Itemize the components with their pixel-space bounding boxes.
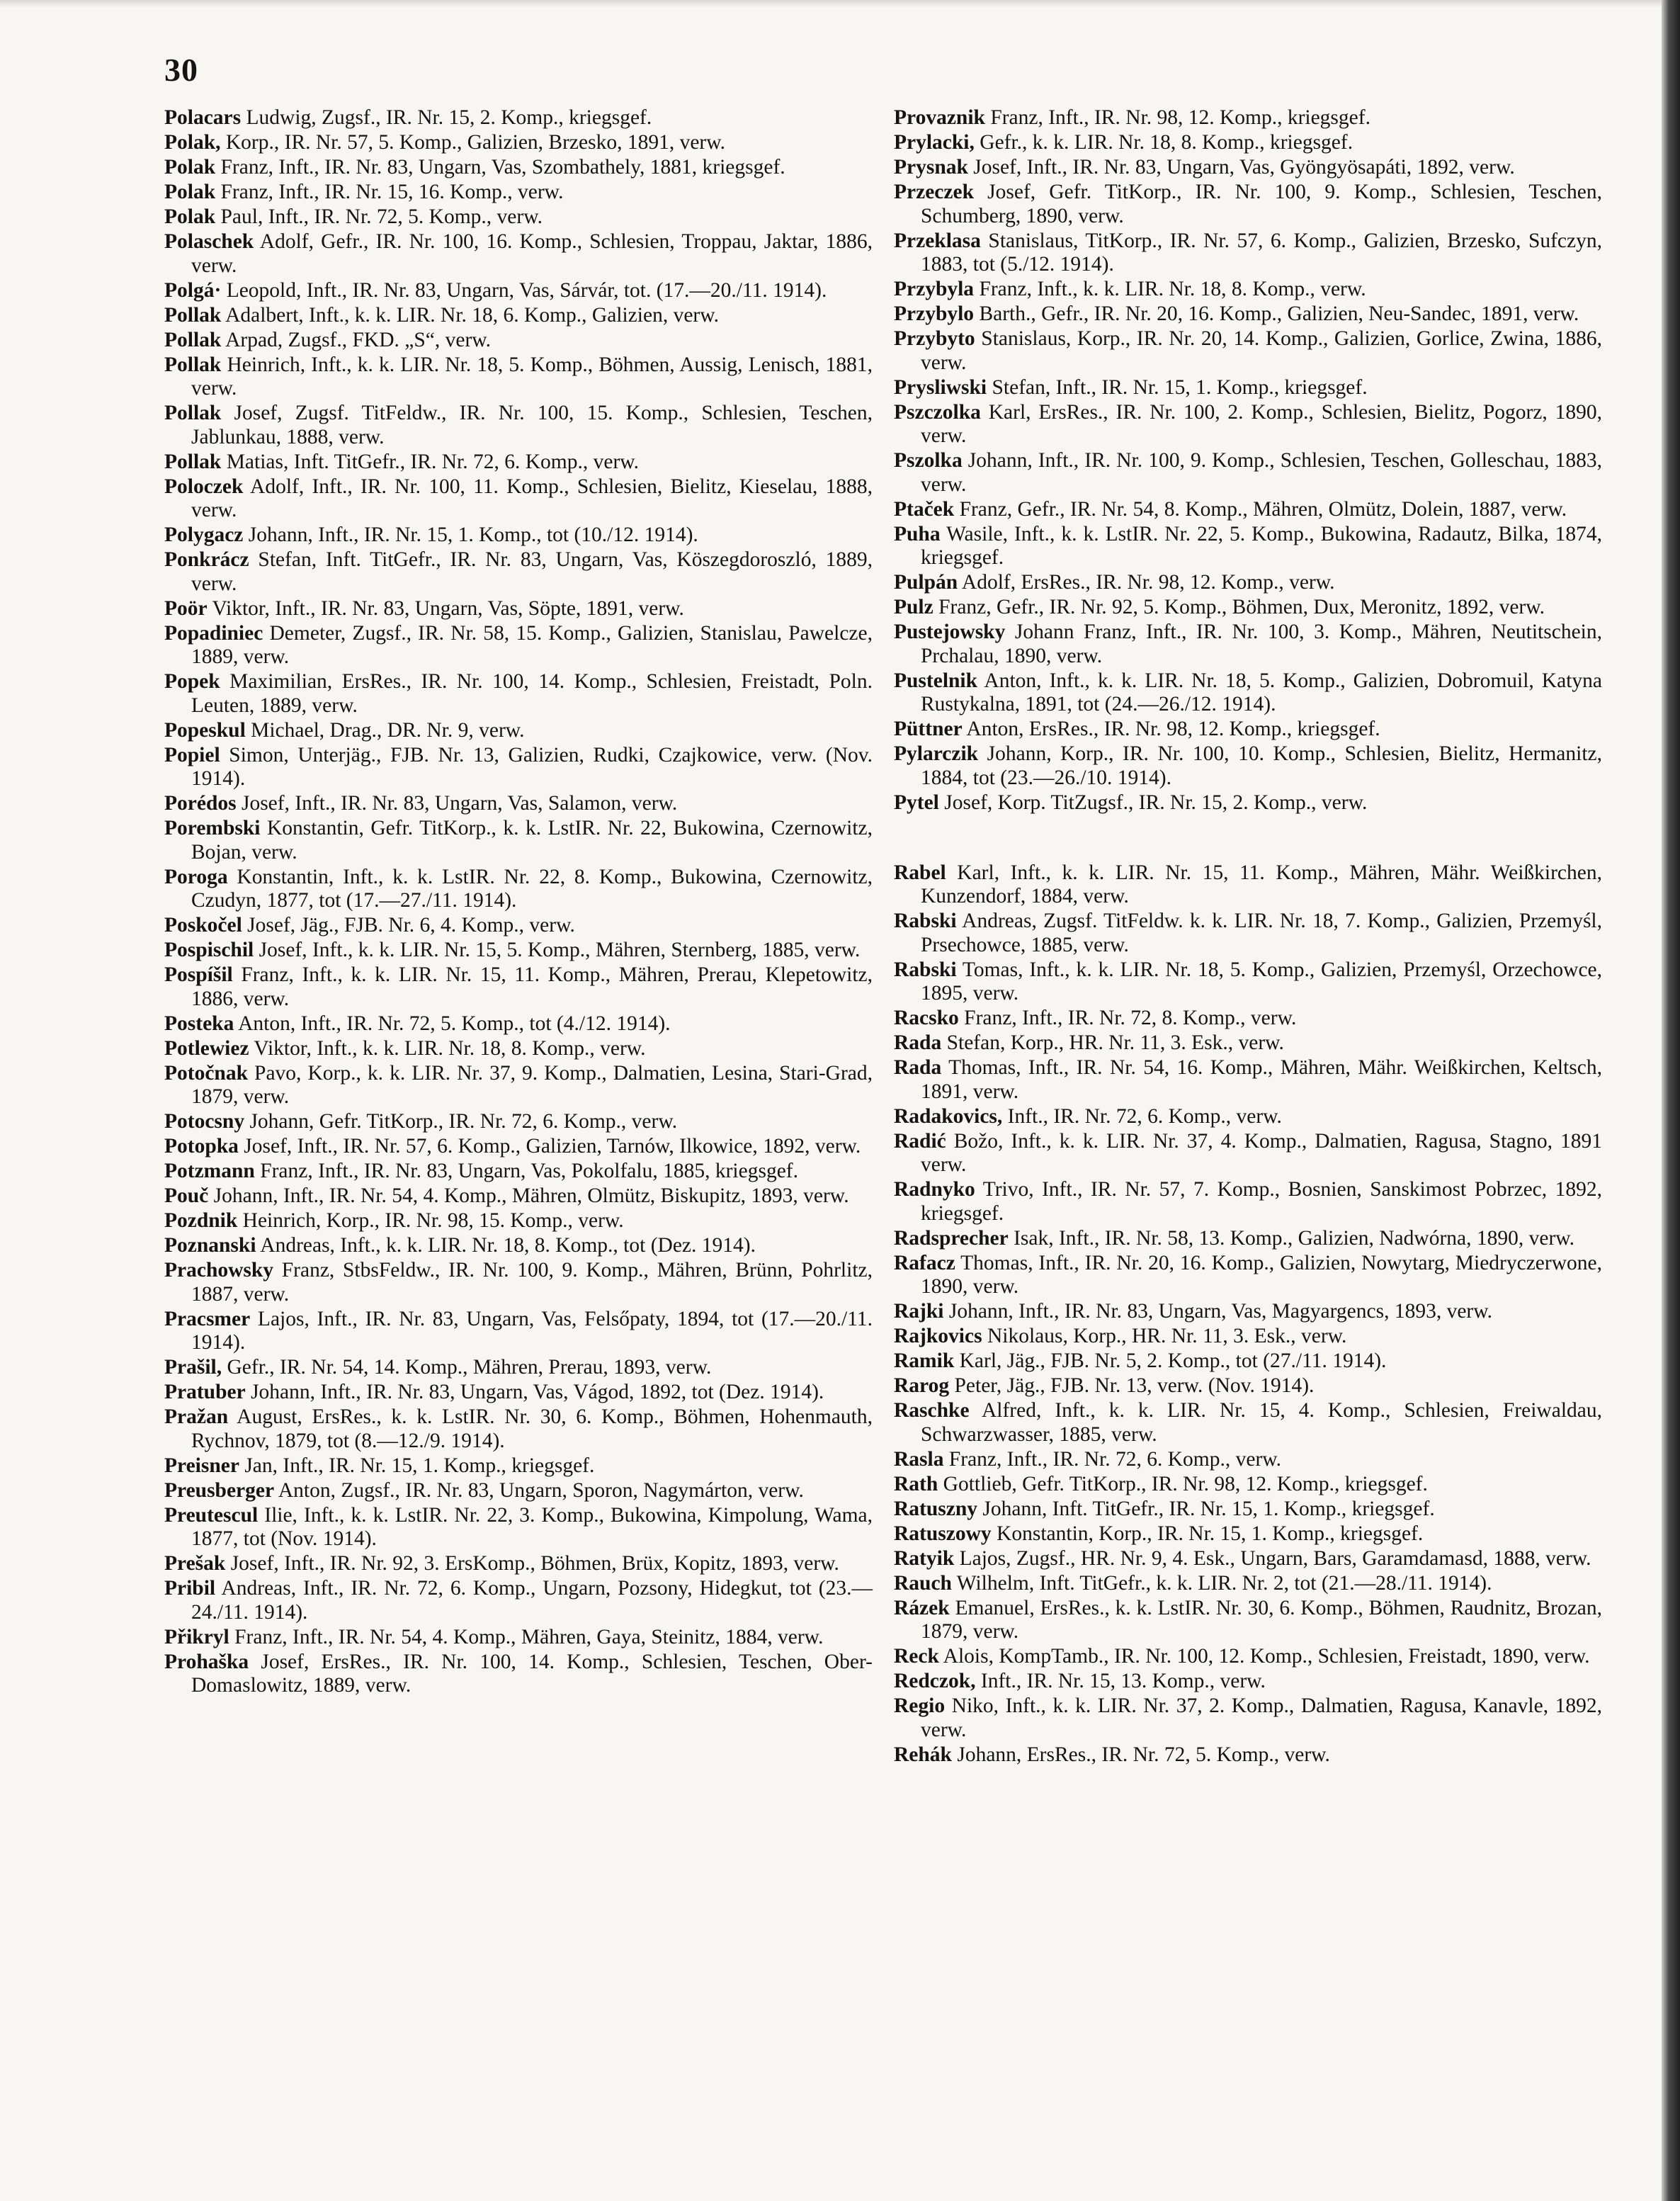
entry-details: Franz, Inft., IR. Nr. 83, Ungarn, Vas, Pokolfalu, 1885, kriegsgef. (254, 1160, 798, 1182)
entry-surname: Prysnak (894, 156, 968, 179)
entry-details: Nikolaus, Korp., HR. Nr. 11, 3. Esk., verw. (982, 1325, 1347, 1347)
casualty-entry (894, 1105, 1602, 1129)
entry-details: Michael, Drag., DR. Nr. 9, verw. (245, 718, 525, 742)
casualty-entry (164, 106, 873, 130)
casualty-entry (894, 1031, 1602, 1056)
entry-details: Alois, KompTamb., IR. Nr. 100, 12. Komp., Schlesien, Freistadt, 1890, verw. (938, 1645, 1590, 1668)
entry-surname: Prešak (164, 1552, 226, 1575)
entry-surname: Rarog (894, 1374, 950, 1397)
casualty-entry (164, 1184, 873, 1209)
casualty-entry (164, 1626, 873, 1650)
entry-details: Johann, Gefr. TitKorp., IR. Nr. 72, 6. Komp., verw. (244, 1110, 678, 1133)
entry-details: Anton, Zugsf., IR. Nr. 83, Ungarn, Sporon, Nagymárton, verw. (274, 1478, 804, 1502)
entry-surname: Polak (164, 205, 216, 228)
casualty-entry (164, 451, 873, 475)
entry-surname: Polgá· (164, 278, 222, 302)
entry-surname: Ponkrácz (164, 548, 249, 571)
entry-surname: Pulpán (894, 571, 958, 594)
entry-details: Matias, Inft. TitGefr., IR. Nr. 72, 6. Komp., verw. (221, 450, 640, 473)
casualty-entry (894, 302, 1602, 327)
right-column-p-entries (894, 106, 1602, 815)
entry-details: Karl, ErsRes., IR. Nr. 100, 2. Komp., Schlesien, Bielitz, Pogorz, 1890, verw. (921, 400, 1602, 447)
entry-details: Franz, Gefr., IR. Nr. 54, 8. Komp., Mähren, Olmütz, Dolein, 1887, verw. (954, 497, 1567, 521)
entry-details: Gefr., IR. Nr. 54, 14. Komp., Mähren, Prerau, 1893, verw. (222, 1356, 712, 1379)
entry-surname: Polak (164, 181, 216, 203)
entry-surname: Raschke (894, 1399, 970, 1422)
entry-details: Stefan, Inft., IR. Nr. 15, 1. Komp., kriegsgef. (987, 375, 1368, 399)
casualty-entry (894, 1178, 1602, 1226)
entry-details: Franz, Inft., IR. Nr. 72, 8. Komp., verw. (958, 1007, 1297, 1029)
entry-details: Niko, Inft., k. k. LIR. Nr. 37, 2. Komp., Dalmatien, Ragusa, Kanavle, 1892, verw. (921, 1694, 1602, 1741)
entry-details: Paul, Inft., IR. Nr. 72, 5. Komp., verw. (215, 205, 543, 228)
entry-surname: Przeczek (894, 181, 974, 203)
casualty-entry (164, 963, 873, 1011)
casualty-entry (894, 1547, 1602, 1571)
entry-details: Josef, Inft., IR. Nr. 57, 6. Komp., Galizien, Tarnów, Ilkowice, 1892, verw. (238, 1135, 861, 1158)
entry-surname: Pollak (164, 303, 222, 327)
entry-details: Thomas, Inft., IR. Nr. 54, 16. Komp., Mähren, Mähr. Weißkirchen, Keltsch, 1891, verw. (921, 1056, 1602, 1103)
casualty-entry (164, 1012, 873, 1036)
entry-details: Adolf, Inft., IR. Nr. 100, 11. Komp., Schlesien, Bielitz, Kieselau, 1888, verw. (191, 475, 873, 521)
entry-details: Arpad, Zugsf., FKD. „S“, verw. (221, 328, 492, 351)
casualty-entry (164, 914, 873, 938)
entry-details: Josef, Inft., k. k. LIR. Nr. 15, 5. Komp., Mähren, Sternberg, 1885, verw. (254, 939, 861, 961)
entry-surname: Poskočel (164, 914, 242, 937)
entry-details: Andreas, Inft., k. k. LIR. Nr. 18, 8. Komp., tot (Dez. 1914). (256, 1234, 756, 1257)
casualty-entry (894, 571, 1602, 595)
entry-surname: Popadiniec (164, 621, 263, 645)
scan-top-edge (0, 0, 1680, 7)
entry-details: Demeter, Zugsf., IR. Nr. 58, 15. Komp., Galizien, Stanislau, Pawelcze, 1889, verw. (191, 621, 873, 668)
entry-details: Franz, Inft., k. k. LIR. Nr. 15, 11. Komp., Mähren, Prerau, Klepetowitz, 1886, verw. (191, 963, 873, 1010)
entry-surname: Ramik (894, 1350, 955, 1372)
entry-surname: Prysliwski (894, 375, 987, 399)
casualty-entry (894, 230, 1602, 277)
entry-details: Viktor, Inft., IR. Nr. 83, Ungarn, Vas, Söpte, 1891, verw. (207, 596, 684, 620)
entry-surname: Pospischil (164, 939, 254, 961)
entry-surname: Ratyik (894, 1546, 955, 1570)
right-column (894, 106, 1602, 1768)
entry-surname: Ptaček (894, 497, 955, 521)
entry-details: Heinrich, Korp., IR. Nr. 98, 15. Komp., verw. (237, 1209, 624, 1232)
entry-details: Stanislaus, TitKorp., IR. Nr. 57, 6. Komp., Galizien, Brzesko, Sufczyn, 1883, tot (5./12. 1914). (921, 229, 1602, 276)
casualty-entry (164, 1160, 873, 1184)
entry-surname: Radsprecher (894, 1226, 1009, 1250)
entry-surname: Potzmann (164, 1160, 255, 1182)
casualty-entry (894, 156, 1602, 180)
casualty-entry (894, 131, 1602, 155)
entry-details: Ilie, Inft., k. k. LstIR. Nr. 22, 3. Komp., Bukowina, Kimpolung, Wama, 1877, tot (Nov. 1914). (191, 1503, 873, 1550)
casualty-entry (164, 279, 873, 303)
entry-surname: Prylacki, (894, 131, 975, 154)
entry-details: Isak, Inft., IR. Nr. 58, 13. Komp., Galizien, Nadwórna, 1890, verw. (1008, 1226, 1575, 1250)
entry-details: Johann, ErsRes., IR. Nr. 72, 5. Komp., verw. (951, 1743, 1330, 1766)
casualty-entry (894, 498, 1602, 522)
entry-details: Franz, Inft., IR. Nr. 72, 6. Komp., verw. (943, 1447, 1282, 1471)
casualty-entry (164, 1356, 873, 1380)
casualty-entry (894, 401, 1602, 448)
entry-details: Trivo, Inft., IR. Nr. 57, 7. Komp., Bosnien, Sanskimost Pobrzec, 1892, kriegsgef. (921, 1178, 1602, 1225)
entry-surname: Rabski (894, 958, 957, 981)
entry-surname: Rada (894, 1056, 942, 1079)
casualty-entry (164, 304, 873, 328)
entry-surname: Preutescul (164, 1503, 259, 1527)
entry-surname: Przybyla (894, 278, 975, 300)
entry-details: Johann, Inft. TitGefr., IR. Nr. 15, 1. Komp., kriegsgef. (977, 1497, 1435, 1520)
casualty-entry (164, 1209, 873, 1233)
scan-right-edge (1662, 0, 1680, 2201)
entry-surname: Rath (894, 1472, 938, 1495)
entry-details: Franz, Inft., IR. Nr. 54, 4. Komp., Mähren, Gaya, Steinitz, 1884, verw. (229, 1625, 824, 1648)
casualty-entry (894, 1670, 1602, 1694)
entry-surname: Poznanski (164, 1234, 256, 1257)
casualty-entry (164, 329, 873, 353)
casualty-entry (894, 106, 1602, 130)
casualty-entry (894, 1252, 1602, 1299)
entry-surname: Pylarczik (894, 742, 979, 765)
casualty-entry (894, 596, 1602, 620)
entry-surname: Posteka (164, 1012, 234, 1035)
entry-surname: Pollak (164, 402, 222, 424)
casualty-entry (164, 230, 873, 278)
entry-details: Anton, Inft., IR. Nr. 72, 5. Komp., tot (4./12. 1914). (234, 1012, 671, 1035)
entry-surname: Polak (164, 156, 216, 179)
entry-details: Johann, Inft., IR. Nr. 100, 9. Komp., Schlesien, Teschen, Golleschau, 1883, verw. (921, 449, 1602, 496)
entry-details: Konstantin, Korp., IR. Nr. 15, 1. Komp., kriegsgef. (991, 1522, 1424, 1545)
entry-surname: Přikryl (164, 1625, 229, 1648)
entry-details: Thomas, Inft., IR. Nr. 20, 16. Komp., Galizien, Nowytarg, Miedryczerwone, 1890, verw. (921, 1251, 1602, 1298)
casualty-entry (894, 327, 1602, 375)
casualty-entry (894, 376, 1602, 400)
entry-surname: Puha (894, 522, 941, 545)
entry-details: Inft., IR. Nr. 15, 13. Komp., verw. (975, 1670, 1266, 1692)
entry-details: Konstantin, Inft., k. k. LstIR. Nr. 22, 8. Komp., Bukowina, Czernowitz, Czudyn, 1877, tot (17.—27./11. 1914). (191, 865, 873, 912)
casualty-entry (894, 1227, 1602, 1251)
entry-surname: Prohaška (164, 1650, 249, 1673)
entry-surname: Rajki (894, 1300, 944, 1323)
entry-details: Stefan, Korp., HR. Nr. 11, 3. Esk., verw. (941, 1031, 1284, 1054)
casualty-entry (894, 742, 1602, 790)
entry-surname: Polaschek (164, 230, 254, 253)
entry-details: Gefr., k. k. LIR. Nr. 18, 8. Komp., kriegsgef. (974, 131, 1353, 154)
entry-surname: Pollak (164, 450, 222, 473)
entry-surname: Reck (894, 1645, 939, 1668)
casualty-entry (164, 475, 873, 523)
entry-details: Tomas, Inft., k. k. LIR. Nr. 18, 5. Komp., Galizien, Przemyśl, Orzechowce, 1895, verw. (921, 958, 1602, 1005)
entry-details: Gottlieb, Gefr. TitKorp., IR. Nr. 98, 12. Komp., kriegsgef. (938, 1472, 1428, 1495)
entry-details: Anton, Inft., k. k. LIR. Nr. 18, 5. Komp., Galizien, Dobromuil, Katyna Rustykalna, 1891, tot (24.—26./12. 1914). (921, 669, 1602, 715)
entry-surname: Polacars (164, 106, 242, 129)
entry-surname: Prachowsky (164, 1259, 274, 1281)
entry-details: Anton, ErsRes., IR. Nr. 98, 12. Komp., kriegsgef. (962, 718, 1380, 740)
casualty-entry (894, 1300, 1602, 1324)
casualty-entry (894, 1522, 1602, 1546)
casualty-entry (164, 1037, 873, 1061)
casualty-entry (164, 156, 873, 180)
entry-surname: Radnyko (894, 1178, 975, 1201)
entry-details: Jan, Inft., IR. Nr. 15, 1. Komp., kriegsgef. (239, 1454, 595, 1477)
entry-surname: Rázek (894, 1596, 950, 1619)
casualty-entry (894, 181, 1602, 228)
casualty-entry (894, 1056, 1602, 1104)
entry-surname: Potočnak (164, 1061, 248, 1085)
entry-details: Peter, Jäg., FJB. Nr. 13, verw. (Nov. 1914). (949, 1374, 1315, 1397)
entry-surname: Püttner (894, 718, 963, 740)
entry-surname: Pollak (164, 328, 222, 351)
entry-details: Adolf, ErsRes., IR. Nr. 98, 12. Komp., verw. (958, 571, 1335, 594)
section-gap (894, 816, 1602, 861)
casualty-entry (894, 621, 1602, 668)
entry-surname: Pouč (164, 1184, 209, 1207)
entry-surname: Pulz (894, 596, 933, 618)
casualty-entry (164, 1062, 873, 1109)
entry-surname: Przybyto (894, 327, 975, 350)
entry-details: Viktor, Inft., k. k. LIR. Nr. 18, 8. Komp., verw. (249, 1036, 646, 1060)
entry-surname: Potocsny (164, 1110, 245, 1133)
casualty-entry (894, 669, 1602, 717)
entry-surname: Pollak (164, 353, 222, 376)
entry-details: Johann, Inft., IR. Nr. 83, Ungarn, Vas, Vágod, 1892, tot (Dez. 1914). (245, 1381, 824, 1403)
right-column-r-entries (894, 861, 1602, 1767)
entry-surname: Przeklasa (894, 229, 981, 252)
entry-details: Karl, Jäg., FJB. Nr. 5, 2. Komp., tot (27./11. 1914). (954, 1350, 1387, 1372)
entry-details: Ludwig, Zugsf., IR. Nr. 15, 2. Komp., kriegsgef. (241, 106, 652, 129)
casualty-entry (164, 866, 873, 913)
entry-surname: Rafacz (894, 1251, 955, 1274)
entry-surname: Pszczolka (894, 400, 981, 424)
left-column (164, 106, 873, 1699)
casualty-entry (894, 1350, 1602, 1374)
entry-details: Božo, Inft., k. k. LIR. Nr. 37, 4. Komp., Dalmatien, Ragusa, Stagno, 1891 verw. (921, 1129, 1602, 1176)
entry-surname: Pozdnik (164, 1209, 238, 1232)
casualty-entry (894, 861, 1602, 909)
casualty-entry (164, 719, 873, 743)
casualty-entry (164, 548, 873, 596)
entry-surname: Polygacz (164, 524, 244, 546)
entry-details: Johann Franz, Inft., IR. Nr. 100, 3. Komp., Mähren, Neutitschein, Prchalau, 1890, verw. (921, 621, 1602, 667)
casualty-entry (894, 1743, 1602, 1767)
entry-details: Josef, Inft., IR. Nr. 92, 3. ErsKomp., Böhmen, Brüx, Kopitz, 1893, verw. (225, 1552, 839, 1575)
entry-surname: Pszolka (894, 449, 963, 472)
entry-details: Korp., IR. Nr. 57, 5. Komp., Galizien, Brzesko, 1891, verw. (220, 131, 726, 154)
entry-details: Josef, Inft., IR. Nr. 83, Ungarn, Vas, Gyöngyösapáti, 1892, verw. (967, 156, 1515, 179)
entry-surname: Ratuszowy (894, 1522, 992, 1545)
entry-details: Konstantin, Gefr. TitKorp., k. k. LstIR. Nr. 22, Bukowina, Czernowitz, Bojan, verw. (191, 817, 873, 864)
casualty-entry (164, 597, 873, 621)
casualty-entry (164, 1504, 873, 1551)
casualty-entry (894, 1597, 1602, 1644)
entry-surname: Radić (894, 1129, 946, 1153)
entry-details: Josef, Korp. TitZugsf., IR. Nr. 15, 2. Komp., verw. (938, 791, 1368, 814)
entry-surname: Prašil, (164, 1356, 222, 1379)
entry-details: Barth., Gefr., IR. Nr. 20, 16. Komp., Galizien, Neu-Sandec, 1891, verw. (974, 302, 1579, 325)
casualty-entry (164, 205, 873, 230)
entry-surname: Pribil (164, 1577, 216, 1600)
entry-surname: Ratuszny (894, 1497, 978, 1520)
casualty-entry (894, 1694, 1602, 1742)
casualty-entry (894, 1325, 1602, 1349)
entry-surname: Popiel (164, 743, 220, 766)
entry-details: Stanislaus, Korp., IR. Nr. 20, 14. Komp., Galizien, Gorlice, Zwina, 1886, verw. (921, 327, 1602, 374)
entry-surname: Potopka (164, 1135, 239, 1158)
entry-details: Franz, Gefr., IR. Nr. 92, 5. Komp., Böhmen, Dux, Meronitz, 1892, verw. (933, 596, 1545, 618)
entry-surname: Radakovics, (894, 1104, 1003, 1128)
entry-details: Josef, ErsRes., IR. Nr. 100, 14. Komp., Schlesien, Teschen, Ober-Domaslowitz, 1889, verw. (191, 1650, 873, 1697)
casualty-entry (164, 524, 873, 548)
casualty-entry (164, 1405, 873, 1453)
entry-surname: Preisner (164, 1454, 239, 1477)
casualty-entry (164, 353, 873, 401)
entry-details: Josef, Inft., IR. Nr. 83, Ungarn, Vas, Salamon, verw. (236, 792, 678, 815)
casualty-entry (894, 718, 1602, 742)
casualty-entry (164, 622, 873, 669)
entry-surname: Potlewiez (164, 1036, 249, 1060)
entry-details: Adolf, Gefr., IR. Nr. 100, 16. Komp., Schlesien, Troppau, Jaktar, 1886, verw. (191, 230, 873, 277)
casualty-entry (164, 402, 873, 449)
entry-surname: Popeskul (164, 718, 246, 742)
entry-surname: Pražan (164, 1405, 229, 1428)
casualty-entry (164, 744, 873, 791)
entry-surname: Racsko (894, 1007, 959, 1029)
entry-details: Pavo, Korp., k. k. LIR. Nr. 37, 9. Komp., Dalmatien, Lesina, Stari-Grad, 1879, verw. (191, 1061, 873, 1108)
entry-details: Andreas, Zugsf. TitFeldw. k. k. LIR. Nr. 18, 7. Komp., Galizien, Przemyśl, Prsechowce, 1885, verw. (921, 910, 1602, 956)
entry-details: Lajos, Inft., IR. Nr. 83, Ungarn, Vas, Felsőpaty, 1894, tot (17.—20./11. 1914). (191, 1307, 873, 1354)
casualty-entry (164, 939, 873, 963)
casualty-entry (894, 1007, 1602, 1031)
casualty-entry (894, 1374, 1602, 1398)
entry-details: Franz, StbsFeldw., IR. Nr. 100, 9. Komp., Mähren, Brünn, Pohrlitz, 1887, verw. (191, 1259, 873, 1306)
entry-surname: Regio (894, 1694, 946, 1717)
casualty-entry (164, 1234, 873, 1258)
entry-details: Alfred, Inft., k. k. LIR. Nr. 15, 4. Komp., Schlesien, Freiwaldau, Schwarzwasser, 1885, verw. (921, 1399, 1602, 1446)
entry-surname: Rasla (894, 1447, 944, 1471)
entry-surname: Preusberger (164, 1478, 275, 1502)
entry-surname: Pracsmer (164, 1307, 251, 1330)
casualty-entry (894, 791, 1602, 815)
entry-details: Josef, Zugsf. TitFeldw., IR. Nr. 100, 15. Komp., Schlesien, Teschen, Jablunkau, 1888, verw. (191, 402, 873, 448)
entry-surname: Polak, (164, 131, 221, 154)
casualty-entry (894, 1399, 1602, 1447)
entry-surname: Pratuber (164, 1381, 246, 1403)
entry-details: Johann, Inft., IR. Nr. 15, 1. Komp., tot (10./12. 1914). (243, 524, 698, 546)
entry-details: Wilhelm, Inft. TitGefr., k. k. LIR. Nr. 2, tot (21.—28./11. 1914). (951, 1571, 1492, 1595)
entry-surname: Rehák (894, 1743, 952, 1766)
entry-details: Emanuel, ErsRes., k. k. LstIR. Nr. 30, 6. Komp., Böhmen, Raudnitz, Brozan, 1879, verw. (921, 1596, 1602, 1643)
casualty-entry (894, 449, 1602, 497)
casualty-entry (894, 1473, 1602, 1497)
entry-details: Heinrich, Inft., k. k. LIR. Nr. 18, 5. Komp., Böhmen, Aussig, Lenisch, 1881, verw. (191, 353, 873, 400)
entry-surname: Poroga (164, 865, 228, 888)
casualty-entry (164, 792, 873, 816)
casualty-entry (894, 523, 1602, 570)
entry-details: Maximilian, ErsRes., IR. Nr. 100, 14. Komp., Schlesien, Freistadt, Poln. Leuten, 1889, verw. (191, 670, 873, 717)
entry-details: Josef, Jäg., FJB. Nr. 6, 4. Komp., verw. (242, 914, 575, 937)
entry-details: August, ErsRes., k. k. LstIR. Nr. 30, 6. Komp., Böhmen, Hohenmauth, Rychnov, 1879, tot (8.—12./9. 1914). (191, 1405, 873, 1452)
entry-details: Lajos, Zugsf., HR. Nr. 9, 4. Esk., Ungarn, Bars, Garamdamasd, 1888, verw. (954, 1546, 1591, 1570)
entry-details: Inft., IR. Nr. 72, 6. Komp., verw. (1002, 1104, 1282, 1128)
entry-surname: Przybylo (894, 302, 975, 325)
entry-surname: Poloczek (164, 475, 244, 498)
entry-details: Andreas, Inft., IR. Nr. 72, 6. Komp., Ungarn, Pozsony, Hidegkut, tot (23.—24./11. 1914). (191, 1577, 873, 1624)
entry-surname: Porédos (164, 792, 237, 815)
entry-details: Karl, Inft., k. k. LIR. Nr. 15, 11. Komp., Mähren, Mähr. Weißkirchen, Kunzendorf, 1884, verw. (921, 861, 1602, 907)
casualty-entry (894, 1645, 1602, 1669)
entry-details: Simon, Unterjäg., FJB. Nr. 13, Galizien, Rudki, Czajkowice, verw. (Nov. 1914). (191, 743, 873, 790)
entry-surname: Rada (894, 1031, 942, 1054)
casualty-entry (164, 670, 873, 718)
casualty-entry (894, 1130, 1602, 1177)
casualty-entry (164, 1381, 873, 1405)
entry-surname: Redczok, (894, 1670, 976, 1692)
entry-details: Franz, Inft., IR. Nr. 83, Ungarn, Vas, Szombathely, 1881, kriegsgef. (215, 156, 785, 179)
entry-surname: Rauch (894, 1571, 952, 1595)
casualty-entry (164, 1454, 873, 1478)
entry-surname: Porembski (164, 817, 261, 839)
entry-details: Leopold, Inft., IR. Nr. 83, Ungarn, Vas, Sárvár, tot. (17.—20./11. 1914). (221, 278, 827, 302)
entry-details: Johann, Inft., IR. Nr. 54, 4. Komp., Mähren, Olmütz, Biskupitz, 1893, verw. (208, 1184, 849, 1207)
entry-details: Stefan, Inft. TitGefr., IR. Nr. 83, Ungarn, Vas, Köszegdoroszló, 1889, verw. (191, 548, 873, 595)
casualty-entry (164, 1259, 873, 1306)
casualty-entry (894, 1498, 1602, 1522)
casualty-entry (164, 1135, 873, 1159)
entry-surname: Provaznik (894, 106, 985, 129)
entry-details: Wasile, Inft., k. k. LstIR. Nr. 22, 5. Komp., Bukowina, Radautz, Bilka, 1874, kriegsgef. (921, 522, 1602, 569)
entry-surname: Rajkovics (894, 1325, 982, 1347)
casualty-entry (164, 1577, 873, 1624)
casualty-entry (164, 181, 873, 205)
entry-details: Johann, Korp., IR. Nr. 100, 10. Komp., Schlesien, Bielitz, Hermanitz, 1884, tot (23.—26./10. 1914). (921, 742, 1602, 789)
entry-surname: Popek (164, 670, 220, 693)
entry-surname: Pytel (894, 791, 939, 814)
entry-details: Adalbert, Inft., k. k. LIR. Nr. 18, 6. Komp., Galizien, verw. (221, 303, 719, 327)
entry-surname: Pustelnik (894, 669, 978, 692)
entry-surname: Pustejowsky (894, 621, 1006, 643)
casualty-entry (164, 1552, 873, 1576)
casualty-entry (894, 910, 1602, 957)
casualty-entry (164, 1308, 873, 1355)
casualty-entry (894, 958, 1602, 1006)
entry-surname: Rabski (894, 910, 957, 932)
page-number: 30 (164, 52, 198, 88)
casualty-entry (164, 1651, 873, 1698)
casualty-entry (164, 1110, 873, 1134)
entry-details: Franz, Inft., IR. Nr. 15, 16. Komp., verw. (215, 181, 564, 203)
entry-details: Josef, Gefr. TitKorp., IR. Nr. 100, 9. Komp., Schlesien, Teschen, Schumberg, 1890, verw. (921, 181, 1602, 227)
casualty-entry (894, 1448, 1602, 1472)
casualty-entry (164, 131, 873, 155)
entry-surname: Poör (164, 596, 208, 620)
casualty-entry (164, 1479, 873, 1503)
entry-details: Franz, Inft., IR. Nr. 98, 12. Komp., kriegsgef. (984, 106, 1370, 129)
casualty-entry (894, 1572, 1602, 1596)
entry-details: Johann, Inft., IR. Nr. 83, Ungarn, Vas, Magyargencs, 1893, verw. (943, 1300, 1493, 1323)
entry-surname: Rabel (894, 861, 946, 884)
casualty-entry (894, 278, 1602, 302)
entry-details: Franz, Inft., k. k. LIR. Nr. 18, 8. Komp., verw. (974, 278, 1366, 300)
casualty-entry (164, 817, 873, 864)
entry-surname: Pospíšil (164, 963, 233, 986)
